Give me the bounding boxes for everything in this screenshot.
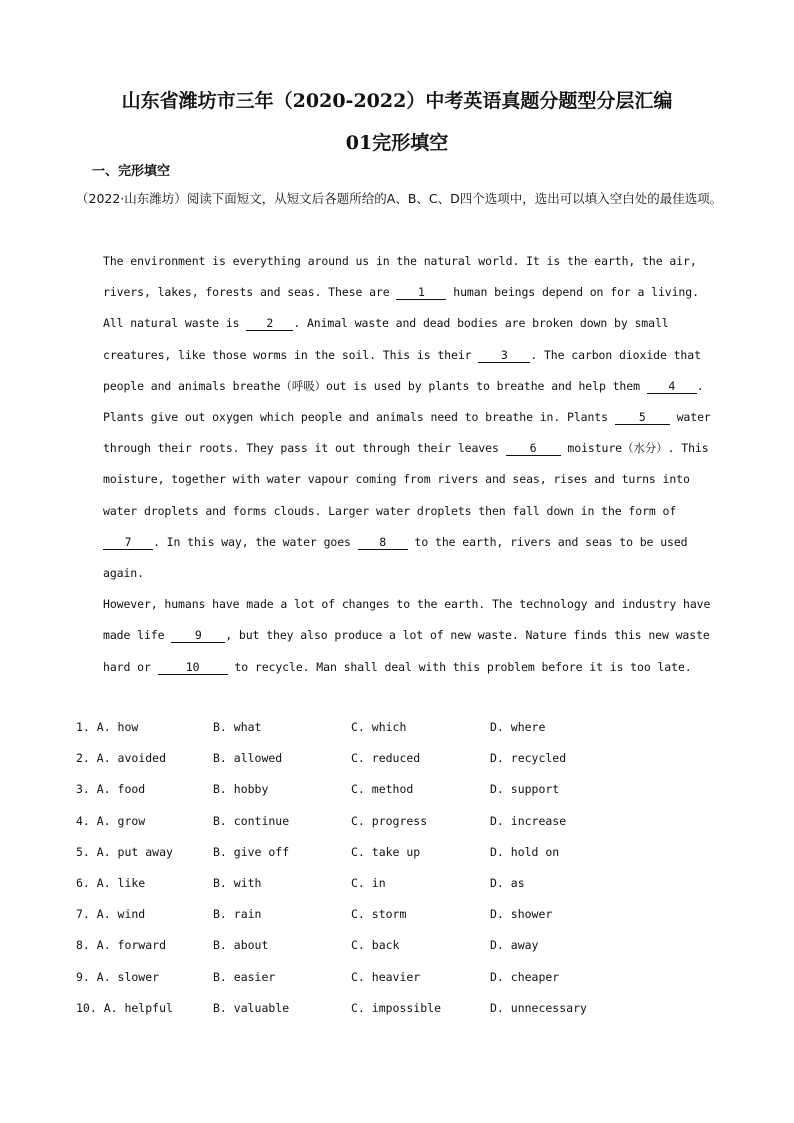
option-b: B. valuable [213,1000,290,1015]
option-b: B. allowed [213,751,283,766]
question-row [76,962,696,993]
blank-9: 9 [171,628,225,643]
option-d: D. shower [490,907,553,922]
blank-2: 2 [246,316,293,331]
option-c: C. progress [351,813,428,828]
option-d: D. where [490,720,546,734]
option-a: 6. A. like [76,875,146,890]
option-c: C. storm [351,907,407,922]
blank-1: 1 [396,285,446,300]
option-b: B. rain [213,907,262,922]
passage-text: All natural waste is [103,316,247,331]
question-row [76,993,696,1024]
option-d: D. increase [490,813,567,828]
section-heading: 一、完形填空 [92,164,171,179]
passage-text: . Animal waste and dead bodies are broken down by small creatures, like those worms in the soil. This is their [103,316,669,362]
option-d: D. cheaper [490,969,560,984]
option-c: C. take up [351,844,421,859]
blank-10: 10 [158,660,228,675]
option-a: 10. A. helpful [76,1000,173,1015]
document-subtitle: 01完形填空 [345,132,449,154]
option-a: 3. A. food [76,782,146,797]
answer-options [76,712,696,1024]
option-c: C. which [351,720,407,734]
question-row [76,868,696,899]
paragraph-1 [76,246,722,308]
passage-text: However, humans have made a lot of changes to the earth. The technology and industry have made life [103,597,711,643]
option-b: B. about [213,938,269,953]
option-d: D. as [490,875,525,890]
option-c: C. impossible [351,1000,442,1015]
option-c: C. method [351,782,414,797]
option-c: C. in [351,875,386,890]
passage-text: to recycle. Man shall deal with this problem before it is too late. [227,659,692,674]
option-b: B. continue [213,813,290,828]
question-row [76,899,696,930]
paragraph-2 [76,308,722,589]
option-d: D. support [490,782,560,797]
passage-text: The environment is everything around us in the natural world. It is the earth, the air, rivers, lakes, forests and seas. These are [103,254,697,300]
option-d: D. unnecessary [490,1000,587,1015]
option-b: B. hobby [213,782,269,797]
option-a: 7. A. wind [76,907,146,922]
option-d: D. hold on [490,844,560,859]
question-row [76,774,696,805]
passage-text: , but they also produce a lot of new waste. Nature finds this new waste hard or [103,628,710,674]
question-row [76,712,696,743]
passage-text: to the earth, rivers and seas to be used again. [103,534,688,581]
question-row [76,930,696,961]
option-d: D. recycled [490,751,567,766]
passage-text: . The carbon dioxide that people and animals breathe（呼吸）out is used by plants to breathe and help them [103,347,701,393]
option-a: 4. A. grow [76,813,146,828]
option-c: C. heavier [351,969,421,984]
option-b: B. what [213,720,262,734]
option-c: C. reduced [351,751,421,766]
option-a: 2. A. avoided [76,751,167,766]
cloze-passage [76,246,722,683]
blank-5: 5 [615,410,670,425]
passage-text: water through their roots. They pass it out through their leaves [103,410,711,456]
passage-text: moisture（水分）. This moisture, together with water vapour coming from rivers and seas, rises and turns into water droplets and forms clouds. Larger water droplets then fall down in the form of [103,441,709,518]
option-a: 1. A. how [76,720,139,734]
passage-text: . In this way, the water goes [153,534,358,549]
blank-4: 4 [647,379,697,394]
blank-8: 8 [358,535,408,550]
passage-text: human beings depend on for a living. [446,285,699,300]
blank-3: 3 [478,348,530,363]
instructions: （2022·山东潍坊）阅读下面短文，从短文后各题所给的A、B、C、D四个选项中，选出可以填入空白处的最佳选项。 [76,191,723,206]
option-a: 9. A. slower [76,969,160,984]
question-row [76,837,696,868]
question-row [76,806,696,837]
blank-7: 7 [103,535,153,550]
option-b: B. give off [213,844,290,859]
option-c: C. back [351,938,400,953]
blank-6: 6 [506,441,561,456]
question-row [76,743,696,774]
option-a: 5. A. put away [76,844,173,859]
document-title: 山东省潍坊市三年（2020-2022）中考英语真题分题型分层汇编 [121,90,673,112]
paragraph-3 [76,589,722,683]
passage-text: . Plants give out oxygen which people and animals need to breathe in. Plants [103,378,704,425]
option-a: 8. A. forward [76,938,167,953]
option-d: D. away [490,938,539,953]
option-b: B. with [213,875,262,890]
option-b: B. easier [213,969,276,984]
